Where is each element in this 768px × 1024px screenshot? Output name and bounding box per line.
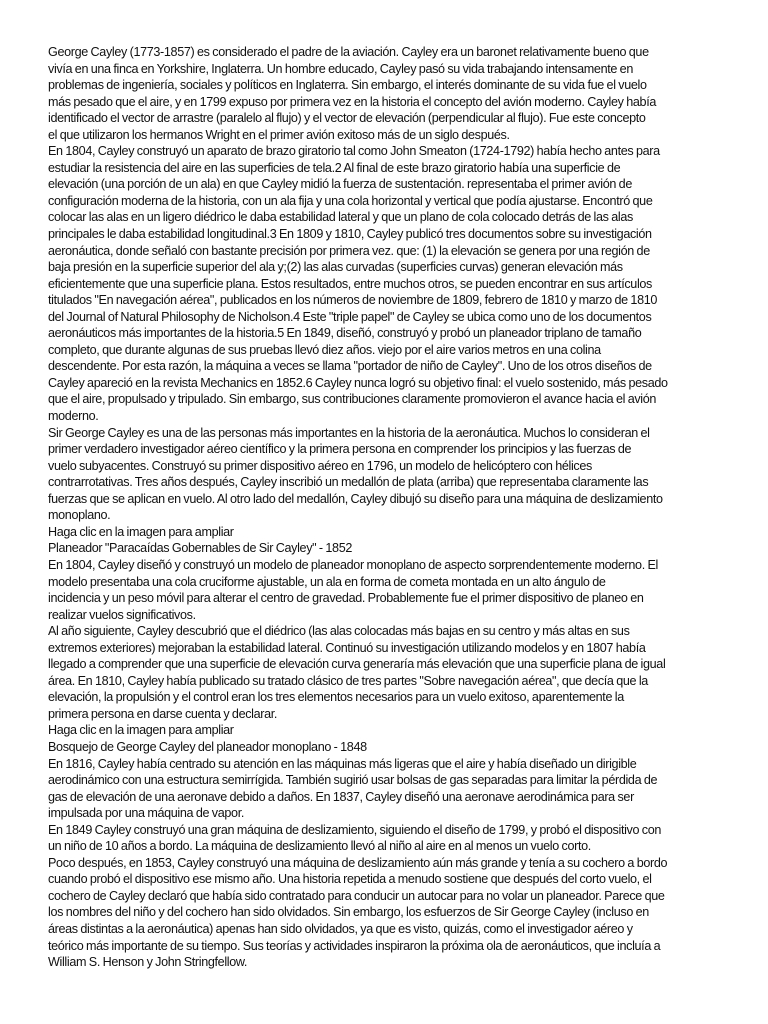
text-line: los nombres del niño y del cochero han sido olvidados. Sin embargo, los esfuerzos de Sir George Cayley (incluso en [48, 905, 649, 920]
text-line: baja presión en la superficie superior del ala y;(2) las alas curvadas (superficies curvas) generan elevación más [48, 260, 623, 275]
text-line: Cayley apareció en la revista Mechanics en 1852.6 Cayley nunca logró su objetivo final: el vuelo sostenido, más pesado [48, 375, 668, 390]
text-line: realizar vuelos significativos. [48, 607, 196, 622]
text-line: que el aire, propulsado y tripulado. Sin embargo, sus contribuciones claramente promovieron el avance hacia el avión [48, 392, 657, 407]
text-line: moderno. [48, 409, 99, 424]
paragraph [48, 623, 760, 722]
text-line: vivía en una finca en Yorkshire, Inglaterra. Un hombre educado, Cayley pasó su vida trabajando intensamente en [48, 61, 633, 76]
text-line: Poco después, en 1853, Cayley construyó una máquina de deslizamiento aún más grande y tenía a su cochero a bordo [48, 855, 668, 870]
text-line: principales le daba estabilidad longitudinal.3 En 1809 y 1810, Cayley publicó tres documentos sobre su investigación [48, 227, 652, 242]
text-line: llegado a comprender que una superficie de elevación curva generaría más elevación que una superficie plana de igual [48, 657, 666, 672]
text-line: completo, que durante algunas de sus pruebas llevó diez años. viejo por el aire varios metros en una colina [48, 342, 601, 357]
text-line: aeronáutica, donde señaló con bastante precisión por primera vez. que: (1) la elevación se genera por una región de [48, 243, 650, 258]
text-line: eficientemente que una superficie plana. Estos resultados, entre muchos otros, se pueden encontrar en sus artículos [48, 276, 653, 291]
text-line: más pesado que el aire, y en 1799 expuso por primera vez en la historia el concepto del avión moderno. Cayley había [48, 94, 657, 109]
paragraph [48, 143, 760, 424]
text-line: fuerzas que se aplican en vuelo. Al otro lado del medallón, Cayley dibujó su diseño para una máquina de deslizamiento [48, 491, 663, 506]
paragraph [48, 425, 760, 524]
text-line: áreas distintas a la aeronáutica) apenas han sido olvidados, ya que es visto, quizás, como el investigador aéreo y [48, 921, 633, 936]
text-line: En 1849 Cayley construyó una gran máquina de deslizamiento, siguiendo el diseño de 1799, y probó el dispositivo con [48, 822, 662, 837]
text-line: modelo presentaba una cola cruciforme ajustable, un ala en forma de cometa montada en un alto ángulo de [48, 574, 606, 589]
paragraph [48, 855, 760, 971]
text-line: William S. Henson y John Stringfellow. [48, 955, 248, 970]
paragraph [48, 524, 760, 541]
text-line: del Journal of Natural Philosophy de Nicholson.4 Este "triple papel" de Cayley se ubica como uno de los documentos [48, 309, 652, 324]
text-line: colocar las alas en un ligero diédrico le daba estabilidad lateral y que un plano de cola colocado detrás de las alas [48, 210, 633, 225]
text-line: contrarrotativas. Tres años después, Cayley inscribió un medallón de plata (arriba) que representaba claramente las [48, 475, 649, 490]
text-line: extremos exteriores) mejoraban la estabilidad lateral. Continuó su investigación utilizando modelos y en 1807 había [48, 640, 646, 655]
paragraph [48, 739, 760, 756]
text-line: Haga clic en la imagen para ampliar [48, 524, 234, 539]
text-line: el que utilizaron los hermanos Wright en el primer avión exitoso más de un siglo después. [48, 127, 510, 142]
paragraph [48, 722, 760, 739]
text-line: Bosquejo de George Cayley del planeador monoplano - 1848 [48, 739, 367, 754]
text-line: identificado el vector de arrastre (paralelo al flujo) y el vector de elevación (perpendicular al flujo). Fue este concepto [48, 111, 646, 126]
text-line: cochero de Cayley declaró que había sido contratado para conducir un autocar para no volar un planeador. Parece que [48, 888, 665, 903]
text-line: Planeador "Paracaídas Gobernables de Sir Cayley" - 1852 [48, 541, 353, 556]
text-line: George Cayley (1773-1857) es considerado el padre de la aviación. Cayley era un baronet relativamente bueno que [48, 45, 649, 59]
text-line: Haga clic en la imagen para ampliar [48, 723, 234, 738]
paragraph [48, 822, 760, 855]
text-line: elevación (una porción de un ala) en que Cayley midió la fuerza de sustentación. representaba el primer avión de [48, 177, 632, 192]
text-line: Al año siguiente, Cayley descubrió que el diédrico (las alas colocadas más bajas en su centro y más altas en sus [48, 624, 630, 639]
text-line: titulados "En navegación aérea", publicados en los números de noviembre de 1809, febrero de 1810 y marzo de 1810 [48, 293, 658, 308]
text-line: En 1804, Cayley construyó un aparato de brazo giratorio tal como John Smeaton (1724-1792) había hecho antes para [48, 144, 660, 159]
text-line: En 1804, Cayley diseñó y construyó un modelo de planeador monoplano de aspecto sorprendentemente moderno. El [48, 557, 659, 572]
text-line: impulsada por una máquina de vapor. [48, 806, 244, 821]
text-line: aerodinámico con una estructura semirrígida. También sugirió usar bolsas de gas separadas para limitar la pérdida de [48, 773, 658, 788]
text-line: área. En 1810, Cayley había publicado su tratado clásico de tres partes "Sobre navegación aérea", que decía que la [48, 673, 648, 688]
paragraph [48, 756, 760, 822]
text-line: En 1816, Cayley había centrado su atención en las máquinas más ligeras que el aire y había diseñado un dirigible [48, 756, 637, 771]
text-line: un niño de 10 años a bordo. La máquina de deslizamiento llevó al niño al aire en al menos un vuelo corto. [48, 839, 591, 854]
document-body [48, 44, 760, 971]
text-line: primera persona en darse cuenta y declarar. [48, 706, 278, 721]
text-line: configuración moderna de la historia, con un ala fija y una cola horizontal y vertical que podía ajustarse. Encontró que [48, 193, 653, 208]
text-line: elevación, la propulsión y el control eran los tres elementos necesarios para un vuelo exitoso, aparentemente la [48, 690, 624, 705]
text-line: problemas de ingeniería, sociales y políticos en Inglaterra. Sin embargo, el interés dominante de su vida fue el vuelo [48, 78, 647, 93]
text-line: vuelo subyacentes. Construyó su primer dispositivo aéreo en 1796, un modelo de helicóptero con hélices [48, 458, 592, 473]
text-line: Sir George Cayley es una de las personas más importantes en la historia de la aeronáutica. Muchos lo consideran el [48, 425, 650, 440]
text-line: monoplano. [48, 508, 111, 523]
text-line: incidencia y un peso móvil para alterar el centro de gravedad. Probablemente fue el primer dispositivo de planeo en [48, 591, 644, 606]
text-line: estudiar la resistencia del aire en las superficies de tela.2 Al final de este brazo giratorio había una superficie de [48, 160, 621, 175]
text-line: descendente. Por esta razón, la máquina a veces se llama "portador de niño de Cayley". Uno de los otros diseños de [48, 359, 652, 374]
text-line: cuando probó el dispositivo ese mismo año. Una historia repetida a menudo sostiene que después del corto vuelo, el [48, 872, 652, 887]
paragraph [48, 557, 760, 623]
paragraph [48, 540, 760, 557]
text-line: gas de elevación de una aeronave debido a daños. En 1837, Cayley diseñó una aeronave aerodinámica para ser [48, 789, 634, 804]
text-line: aeronáuticos más importantes de la historia.5 En 1849, diseñó, construyó y probó un planeador triplano de tamaño [48, 326, 642, 341]
text-line: primer verdadero investigador aéreo científico y la primera persona en comprender los principios y las fuerzas de [48, 442, 632, 457]
text-line: teórico más importante de su tiempo. Sus teorías y actividades inspiraron la próxima ola de aeronáuticos, que incluía a [48, 938, 661, 953]
paragraph [48, 44, 760, 143]
